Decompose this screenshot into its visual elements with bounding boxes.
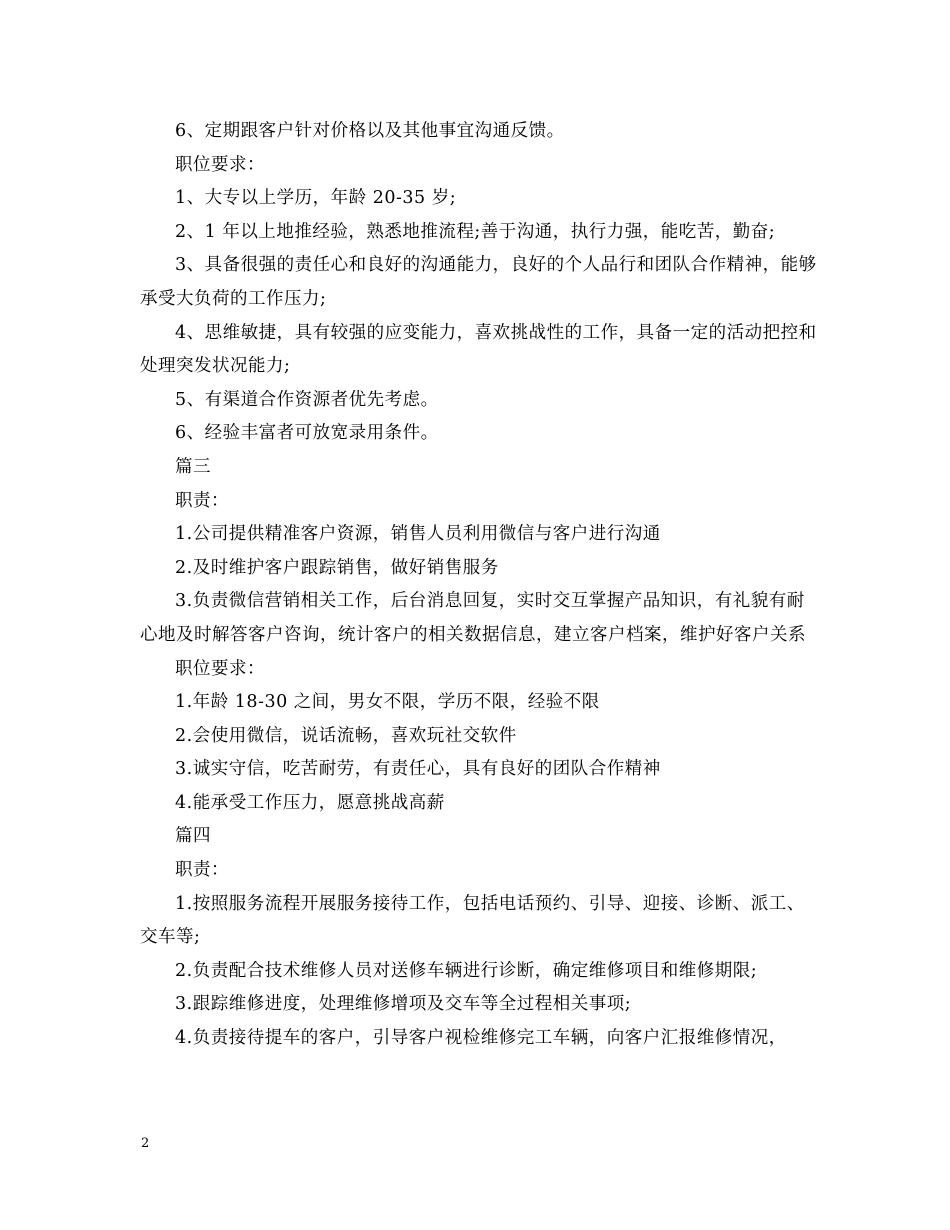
paragraph: 3、具备很强的责任心和良好的沟通能力，良好的个人品行和团队合作精神，能够承受大负荷的工作压力; xyxy=(140,255,817,309)
section-heading: 职责： xyxy=(175,860,229,881)
part-heading: 篇四 xyxy=(175,826,211,847)
paragraph: 6、定期跟客户针对价格以及其他事宜沟通反馈。 xyxy=(175,121,565,141)
paragraph: 2.及时维护客户跟踪销售，做好销售服务 xyxy=(175,557,499,578)
section-heading: 职责： xyxy=(175,490,229,511)
section-heading: 职位要求： xyxy=(175,154,265,175)
paragraph: 1.公司提供精准客户资源，销售人员利用微信与客户进行沟通 xyxy=(175,524,661,545)
paragraph: 3.负责微信营销相关工作，后台消息回复，实时交互掌握产品知识，有礼貌有耐心地及时解答客户咨询，统计客户的相关数据信息，建立客户档案，维护好客户关系 xyxy=(140,591,806,645)
paragraph: 1、大专以上学历，年龄 20-35 岁; xyxy=(175,188,457,209)
paragraph: 6、经验丰富者可放宽录用条件。 xyxy=(175,423,439,444)
paragraph: 4、思维敏捷，具有较强的应变能力，喜欢挑战性的工作，具备一定的活动把控和处理突发状况能力; xyxy=(140,322,817,377)
page-number: 2 xyxy=(141,1136,150,1151)
paragraph: 3.诚实守信，吃苦耐劳，有责任心，具有良好的团队合作精神 xyxy=(175,759,661,780)
section-heading: 职位要求： xyxy=(175,658,265,679)
paragraph: 1.按照服务流程开展服务接待工作，包括电话预约、引导、迎接、诊断、派工、交车等; xyxy=(140,893,805,948)
paragraph: 4.能承受工作压力，愿意挑战高薪 xyxy=(175,792,445,813)
paragraph: 2.负责配合技术维修人员对送修车辆进行诊断，确定维修项目和维修期限; xyxy=(175,960,758,981)
paragraph: 4.负责接待提车的客户，引导客户视检维修完工车辆，向客户汇报维修情况， xyxy=(175,1028,787,1049)
body-text xyxy=(140,115,820,1056)
paragraph: 1.年龄 18-30 之间，男女不限，学历不限，经验不限 xyxy=(175,692,600,713)
paragraph: 5、有渠道合作资源者优先考虑。 xyxy=(175,389,439,410)
paragraph: 3.跟踪维修进度，处理维修增项及交车等全过程相关事项; xyxy=(175,994,632,1015)
part-heading: 篇三 xyxy=(175,456,211,477)
paragraph: 2、1 年以上地推经验，熟悉地推流程;善于沟通，执行力强，能吃苦，勤奋; xyxy=(175,221,776,242)
paragraph: 2.会使用微信，说话流畅，喜欢玩社交软件 xyxy=(175,725,517,746)
